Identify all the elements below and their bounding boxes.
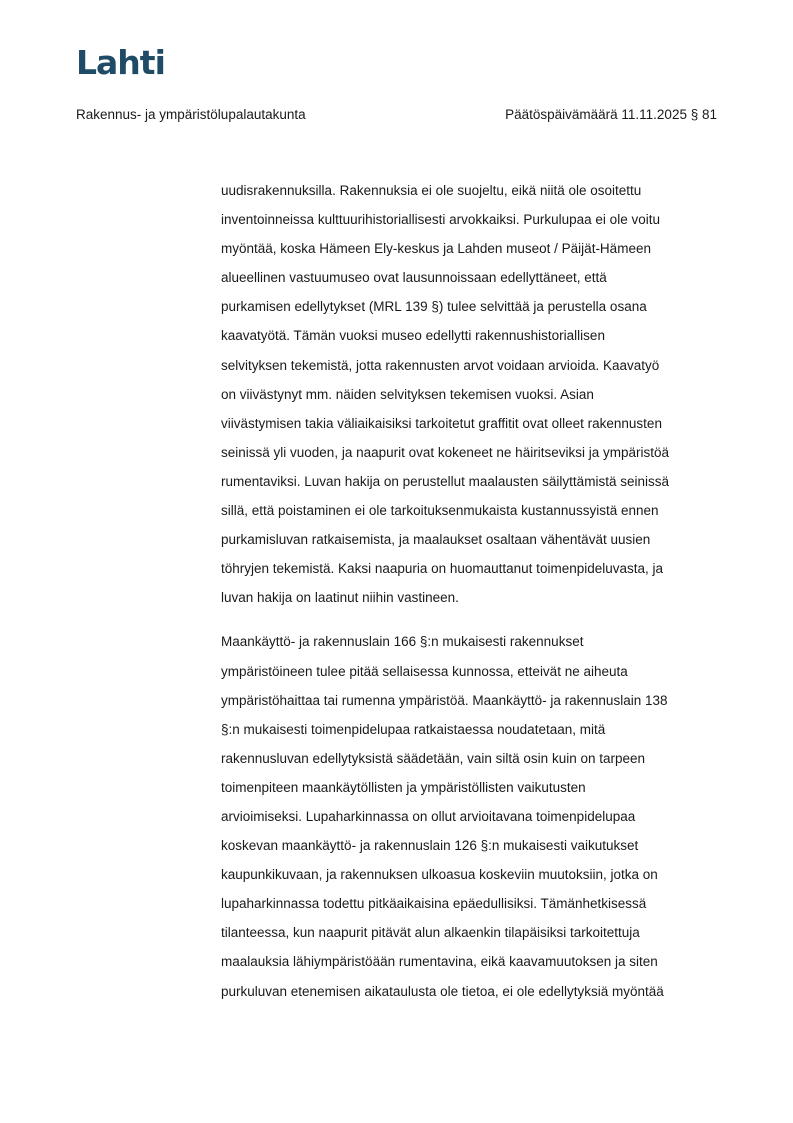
text-line: sillä, että poistaminen ei ole tarkoituksenmukaista kustannussyistä ennen: [221, 503, 659, 519]
decision-date-section: Päätöspäivämäärä 11.11.2025 § 81: [505, 107, 717, 122]
text-line: toimenpiteen maankäytöllisten ja ympäristöllisten vaikutusten: [221, 779, 586, 795]
text-line: maalauksia lähiympäristöään rumentavina, eikä kaavamuutoksen ja siten: [221, 954, 658, 970]
text-line: selvityksen tekemistä, jotta rakennusten arvot voidaan arvioida. Kaavatyö: [221, 357, 660, 373]
text-line: Maankäyttö- ja rakennuslain 166 §:n mukaisesti rakennukset: [221, 634, 584, 650]
text-line: viivästymisen takia väliaikaisiksi tarkoitetut graffitit ovat olleet rakennusten: [221, 415, 662, 431]
text-line: rumentaviksi. Luvan hakija on perustellut maalausten säilyttämistä seinissä: [221, 473, 669, 489]
paragraph: [221, 176, 721, 612]
text-line: purkamisluvan ratkaisemista, ja maalaukset osaltaan vähentävät uusien: [221, 532, 651, 548]
document-body: [221, 176, 721, 1006]
text-line: on viivästynyt mm. näiden selvityksen tekemisen vuoksi. Asian: [221, 386, 594, 402]
paragraph-spacer: [221, 612, 721, 627]
text-line: luvan hakija on laatinut niihin vastineen.: [221, 590, 459, 606]
text-line: §:n mukaisesti toimenpidelupaa ratkaistaessa noudatetaan, mitä: [221, 721, 606, 737]
text-line: tilanteessa, kun naapurit pitävät alun alkaenkin tilapäisiksi tarkoitettuja: [221, 925, 640, 941]
lahti-logo: Lahti: [76, 43, 165, 82]
text-line: alueellinen vastuumuseo ovat lausunnoissaan edellyttäneet, että: [221, 270, 607, 286]
text-line: kaupunkikuvaan, ja rakennuksen ulkoasua koskeviin muutoksiin, jotka on: [221, 867, 658, 883]
text-line: purkamisen edellytykset (MRL 139 §) tulee selvittää ja perustella osana: [221, 299, 647, 315]
text-line: ympäristöineen tulee pitää sellaisessa kunnossa, etteivät ne aiheuta: [221, 663, 628, 679]
text-line: arvioimiseksi. Lupaharkinnassa on ollut arvioitavana toimenpidelupaa: [221, 808, 636, 824]
text-line: uudisrakennuksilla. Rakennuksia ei ole suojeltu, eikä niitä ole osoitettu: [221, 183, 642, 198]
text-line: rakennusluvan edellytyksistä säädetään, vain siltä osin kuin on tarpeen: [221, 750, 646, 766]
text-line: töhryjen tekemistä. Kaksi naapuria on huomauttanut toimenpideluvasta, ja: [221, 561, 664, 577]
text-line: inventoinneissa kulttuurihistoriallisesti arvokkaiksi. Purkulupaa ei ole voitu: [221, 212, 660, 228]
text-line: myöntää, koska Hämeen Ely-keskus ja Lahden museot / Päijät-Hämeen: [221, 241, 651, 257]
text-line: purkuluvan etenemisen aikataulusta ole tietoa, ei ole edellytyksiä myöntää: [221, 983, 664, 999]
text-line: seinissä yli vuoden, ja naapurit ovat kokeneet ne häiritseviksi ja ympäristöä: [221, 444, 669, 460]
department-name: Rakennus- ja ympäristölupalautakunta: [76, 107, 306, 122]
text-line: lupaharkinnassa todettu pitkäaikaisina epäedullisiksi. Tämänhetkisessä: [221, 896, 647, 912]
text-line: koskevan maankäyttö- ja rakennuslain 126 §:n mukaisesti vaikutukset: [221, 838, 639, 854]
paragraph: [221, 627, 721, 1005]
text-line: kaavatyötä. Tämän vuoksi museo edellytti rakennushistoriallisen: [221, 328, 605, 344]
text-line: ympäristöhaittaa tai rumenna ympäristöä. Maankäyttö- ja rakennuslain 138: [221, 692, 668, 708]
